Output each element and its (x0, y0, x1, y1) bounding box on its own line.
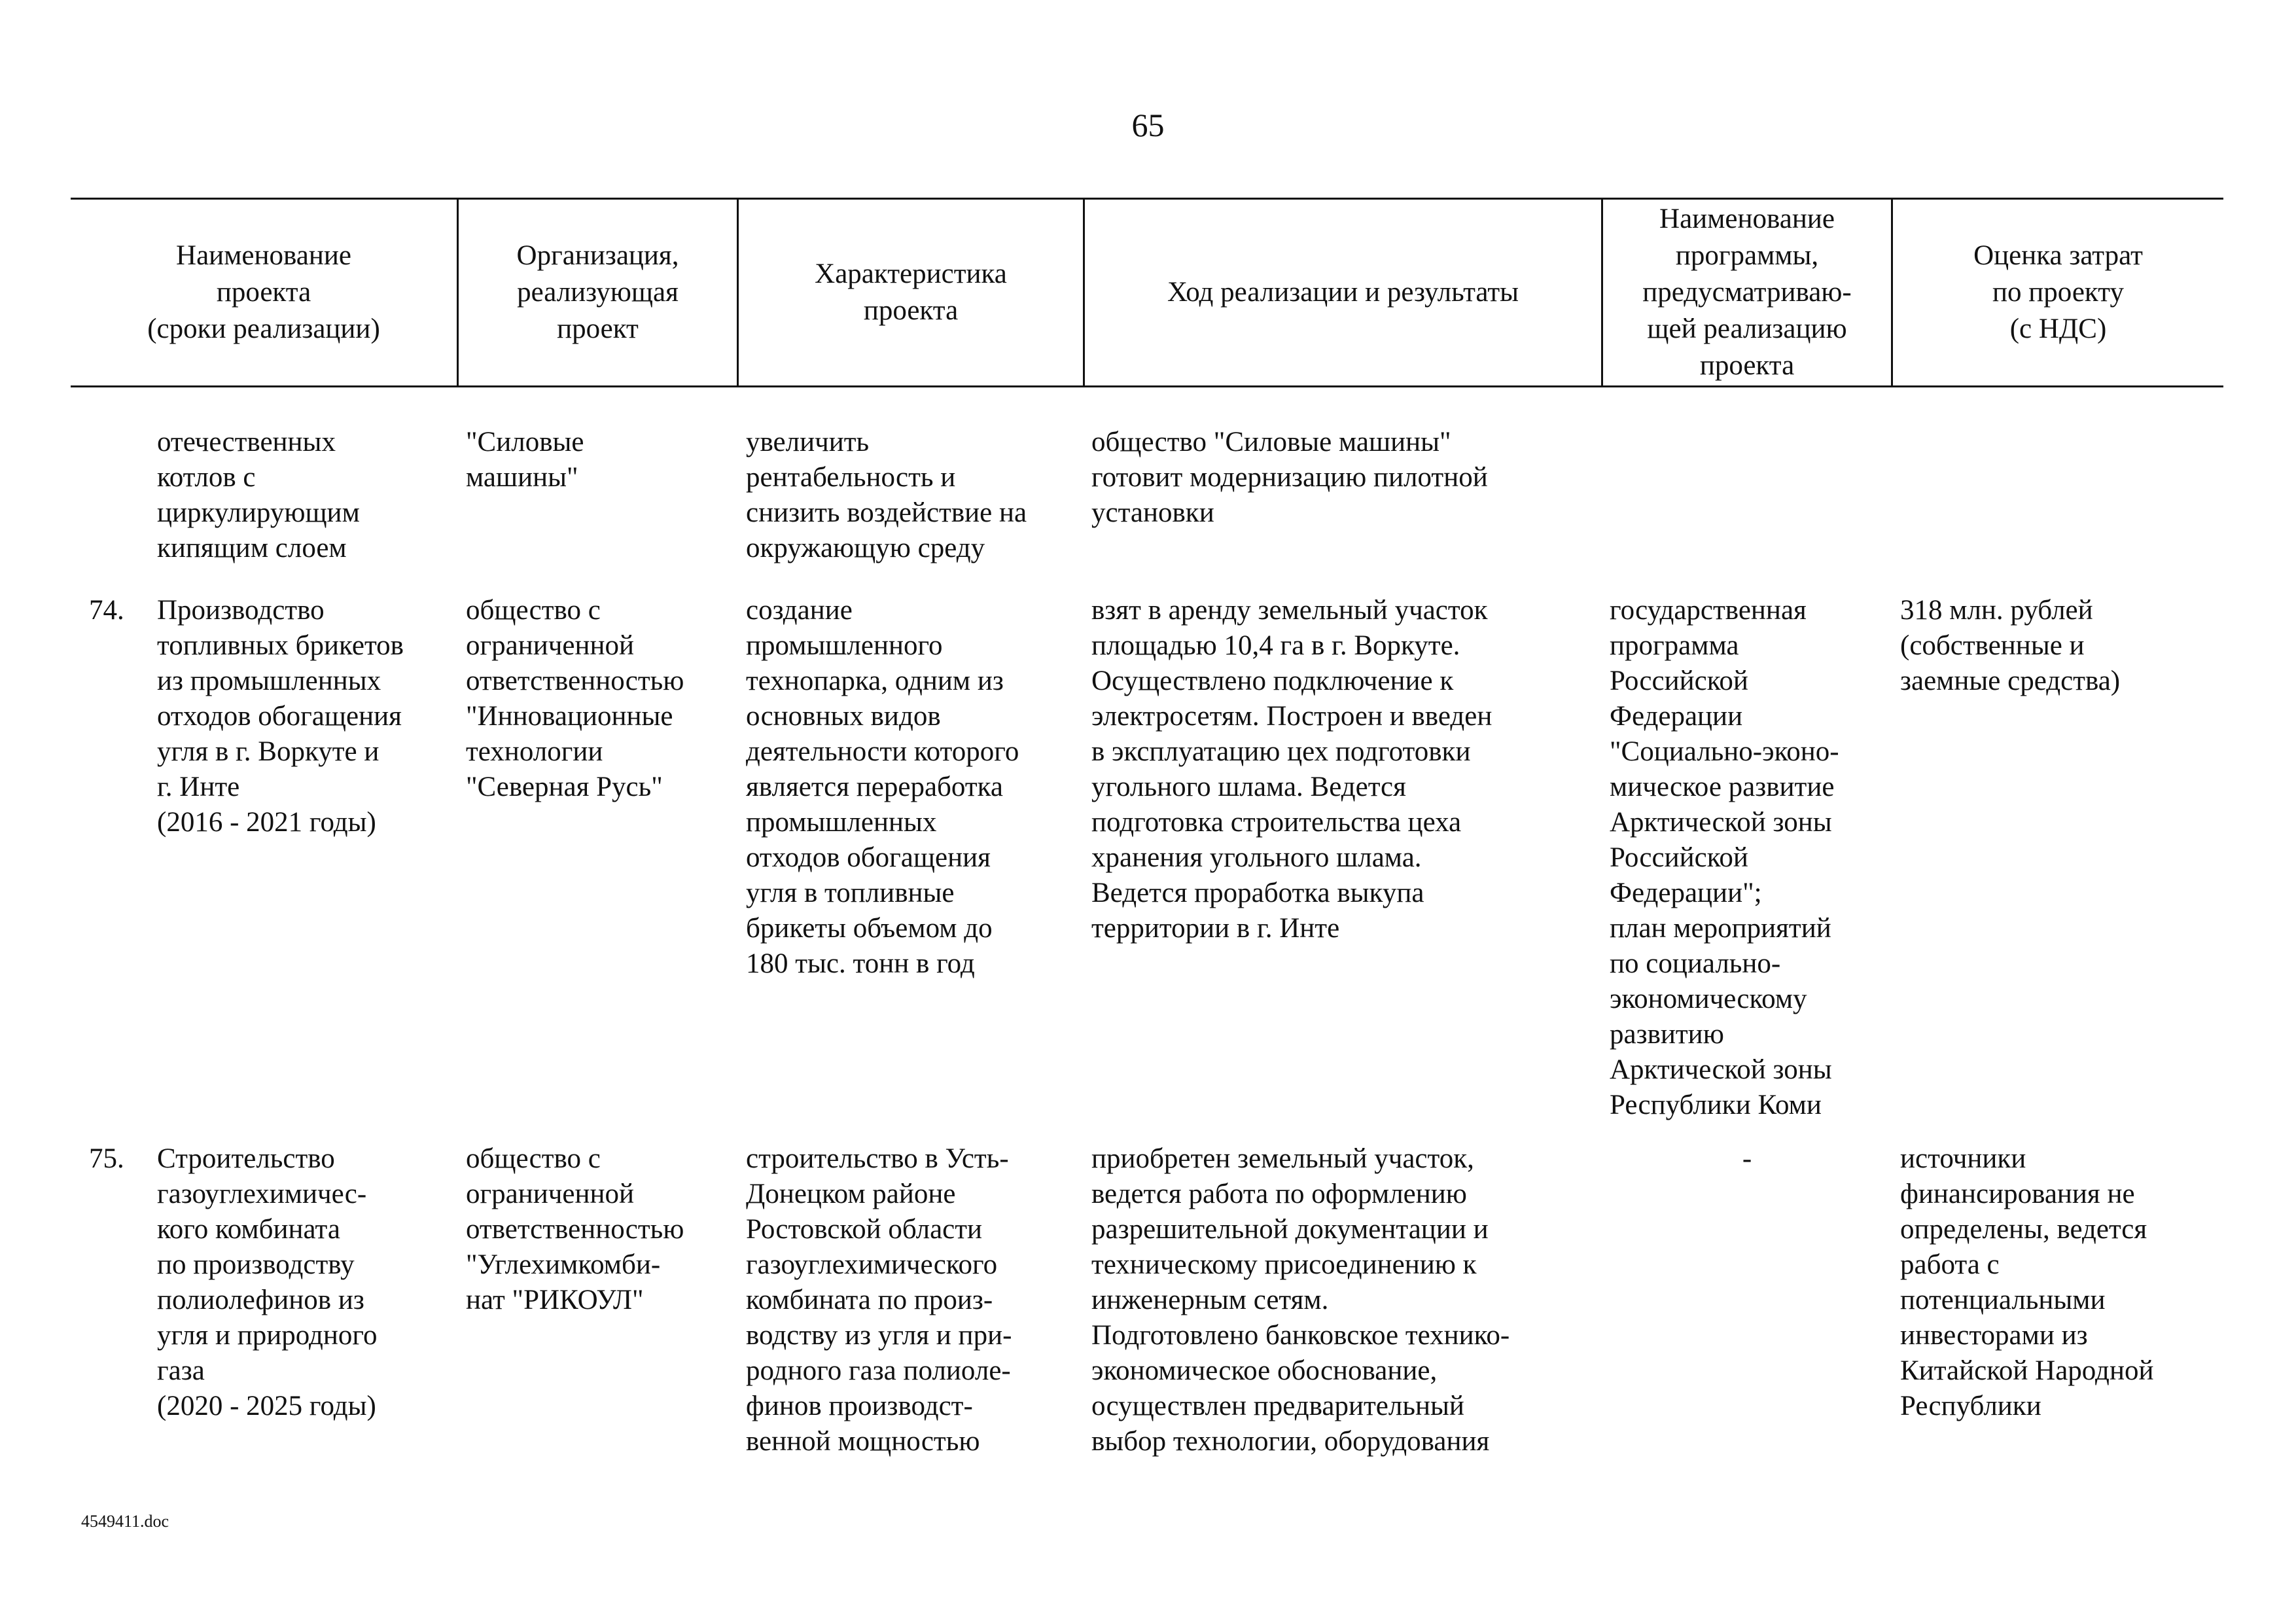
program-cell: государственная программа Российской Федерации "Социально-эконо- мическое развитие Арктической зоны Российской Федерации"; план мероприятий по социально- экономическому развитию Арктической зоны Республики Коми (1610, 595, 1839, 1120)
characteristic-cell: увеличить рентабельность и снизить воздействие на окружающую среду (746, 427, 1027, 563)
header-project-name: Наименование проекта (сроки реализации) (147, 240, 380, 344)
header-cost: Оценка затрат по проекту (с НДС) (1973, 240, 2143, 344)
header-characteristic: Характеристика проекта (815, 259, 1007, 326)
row-number: 74. (89, 595, 124, 626)
cost-cell: источники финансирования не определены, ведется работа с потенциальными инвесторами из Китайской Народной Республики (1900, 1143, 2154, 1421)
header-progress: Ход реализации и результаты (1167, 277, 1519, 308)
row-number: 75. (89, 1143, 124, 1174)
organization-cell: общество с ограниченной ответственностью "Углехимкомби- нат "РИКОУЛ" (466, 1143, 684, 1315)
progress-cell: общество "Силовые машины" готовит модернизацию пилотной установки (1091, 427, 1488, 528)
document-footer: 4549411.doc (81, 1512, 169, 1531)
characteristic-cell: создание промышленного технопарка, одним из основных видов деятельности которого является переработка промышленных отходов обогащения угля в топливные брикеты объемом до 180 тыс. тонн в год (746, 595, 1019, 979)
organization-cell: общество с ограниченной ответственностью "Инновационные технологии "Северная Русь" (466, 595, 684, 802)
project-name-cell: отечественных котлов с циркулирующим кипящим слоем (157, 427, 360, 563)
program-cell: - (1742, 1143, 1752, 1174)
cost-cell: 318 млн. рублей (собственные и заемные средства) (1900, 595, 2121, 696)
project-name-cell: Производство топливных брикетов из промышленных отходов обогащения угля в г. Воркуте и г. Инте (2016 - 2021 годы) (157, 595, 404, 838)
page-number: 65 (1131, 107, 1165, 143)
project-name-cell: Строительство газоуглехимичес- кого комбината по производству полиолефинов из угля и природного газа (2020 - 2025 годы) (157, 1143, 378, 1421)
header-program: Наименование программы, предусматриваю- щей реализацию проекта (1642, 204, 1852, 381)
progress-cell: приобретен земельный участок, ведется работа по оформлению разрешительной документации и техническому присоединению к инженерным сетям. Подготовлено банковское технико- экономическое обоснование, осуществлен предварительный выбор технологии, оборудования (1091, 1143, 1510, 1457)
header-organization: Организация, реализующая проект (516, 240, 679, 344)
characteristic-cell: строительство в Усть- Донецком районе Ростовской области газоуглехимического комбината по произ- водству из угля и при- родного газа полиоле- финов производст- венной мощностью (746, 1143, 1012, 1457)
progress-cell: взят в аренду земельный участок площадью 10,4 га в г. Воркуте. Осуществлено подключение к электросетям. Построен и введен в эксплуатацию цех подготовки угольного шлама. Ведется подготовка строительства цеха хранения угольного шлама. Ведется проработка выкупа территории в г. Инте (1091, 595, 1492, 944)
organization-cell: "Силовые машины" (466, 427, 584, 493)
